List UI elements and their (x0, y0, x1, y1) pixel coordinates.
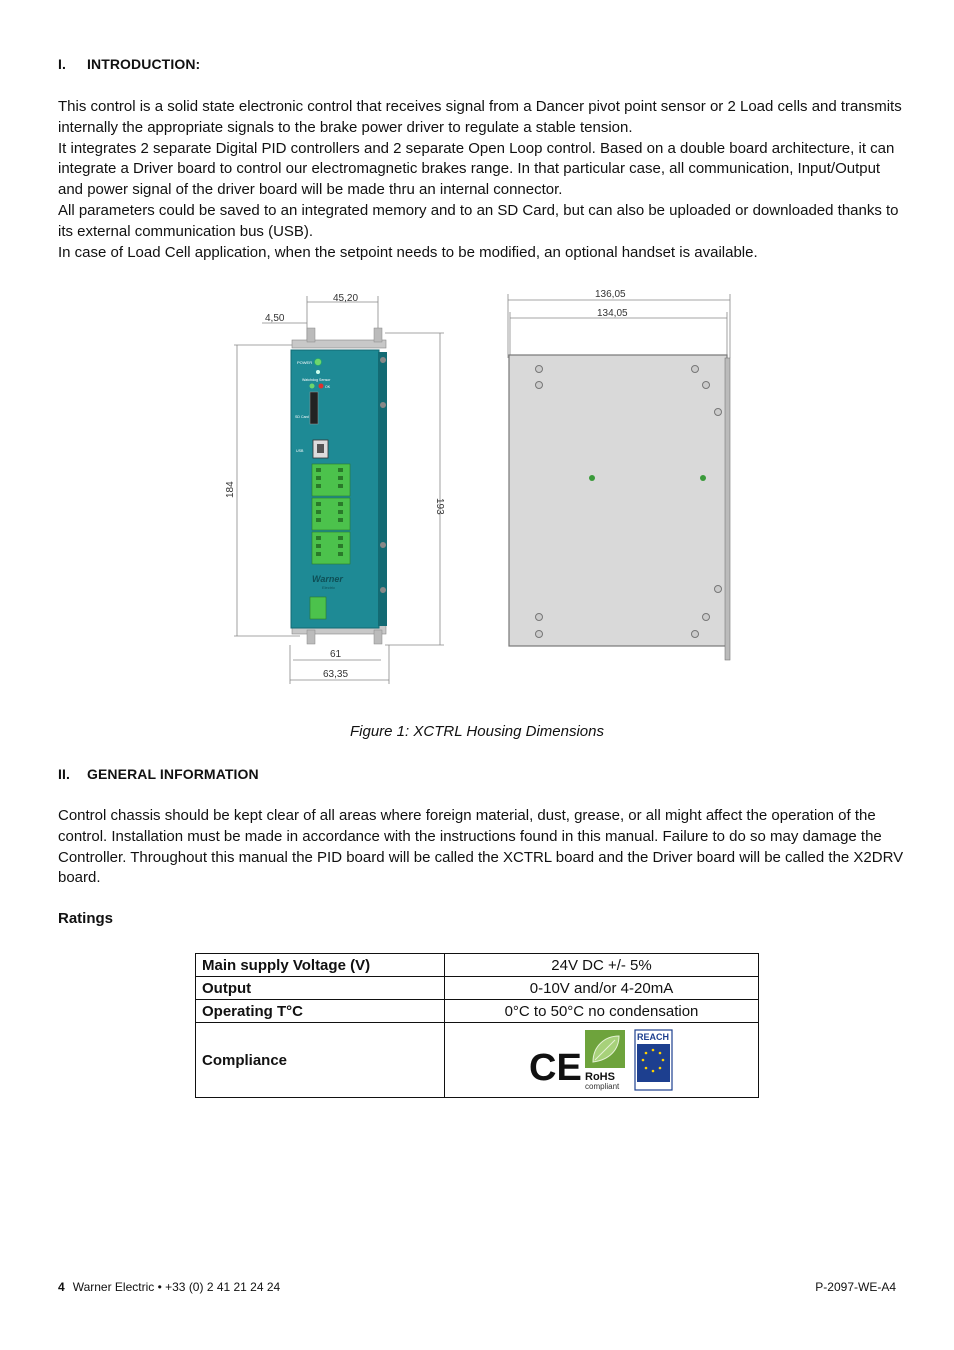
rating-label: Main supply Voltage (V) (196, 954, 445, 977)
dim-height-inner: 184 (225, 481, 236, 498)
usb-label: USB (296, 449, 304, 453)
rohs-logo (585, 1030, 625, 1068)
section-number: I. (58, 56, 66, 72)
rating-label: Output (196, 977, 445, 1000)
rating-label: Operating T°C (196, 1000, 445, 1023)
rating-value: 0°C to 50°C no condensation (445, 1000, 759, 1023)
dim-height-outer: 193 (434, 498, 445, 515)
dim-top-width: 45,20 (333, 293, 359, 304)
reach-text: REACH (636, 1032, 669, 1042)
section-heading-general (58, 766, 259, 782)
page-footer-left (58, 1280, 280, 1294)
rating-value: 0-10V and/or 4-20mA (445, 977, 759, 1000)
rohs-text: RoHS (584, 1071, 615, 1083)
section-title: GENERAL INFORMATION (87, 766, 259, 782)
section-title: INTRODUCTION: (87, 56, 201, 72)
status-led-green (310, 384, 315, 389)
dim-tab: 4,50 (265, 313, 285, 324)
dim-bottom-inner: 61 (330, 649, 342, 660)
watchdog-label: Watchdog Sensor (302, 378, 331, 382)
ratings-table (195, 953, 759, 1098)
compliance-label: Compliance (196, 1023, 445, 1098)
footer-company: Warner Electric • +33 (0) 2 41 21 24 24 (72, 1280, 281, 1294)
ratings-heading: Ratings (58, 910, 114, 927)
sd-card-slot (310, 392, 318, 424)
table-row (196, 1023, 759, 1098)
page-number: 4 (58, 1280, 65, 1294)
dim-outer-width: 136,05 (595, 289, 626, 300)
table-row (196, 977, 759, 1000)
intro-paragraph: All parameters could be saved to an integrated memory and to an SD Card, but can also be uploaded or downloaded thanks to its external communication bus (USB). (58, 201, 899, 240)
terminal-blocks (312, 464, 350, 564)
ce-mark-logo: CE (528, 1047, 582, 1089)
intro-paragraph: This control is a solid state electronic control that receives signal from a Dancer pivot point sensor or 2 Load cells and transmits internally the appropriate signals to the brake power driver to regulate a stable tension. (58, 98, 902, 136)
compliance-marks (445, 1023, 759, 1098)
usb-port-inner (317, 444, 324, 453)
power-connector (310, 597, 326, 619)
power-label: POWER (297, 360, 313, 365)
general-paragraph: Control chassis should be kept clear of all areas where foreign material, dust, grease, or all might affect the operation of the control. Installation must be made in accordance with the instructions found in this manual. Failure to do so may damage the Controller. Throughout this manual the PID board will be called the XCTRL board and the Driver board will be called the X2DRV board. (58, 807, 904, 887)
compliance-logos (527, 1028, 677, 1092)
brand-logo-text: Warner (312, 574, 343, 584)
power-led (315, 359, 322, 366)
table-row (196, 954, 759, 977)
section-number: II. (58, 766, 70, 782)
rating-value: 24V DC +/- 5% (445, 954, 759, 977)
intro-paragraph: It integrates 2 separate Digital PID controllers and 2 separate Open Loop control. Based on a double board architecture, it can integrate a Driver board to control our electromagnetic brakes range. In that particular case, all communication, Input/Output and power signal of the driver board will be made thru an internal connector. (58, 139, 895, 199)
page-footer-right: P-2097-WE-A4 (815, 1280, 896, 1294)
reach-subtext: COMPLIANCE (637, 1084, 664, 1089)
status-led-red (319, 384, 324, 389)
general-information-text (58, 806, 904, 889)
rohs-subtext: compliant (584, 1082, 619, 1091)
dim-bottom-outer: 63,35 (323, 669, 349, 680)
indicator-led (316, 370, 320, 374)
figure-caption: Figure 1: XCTRL Housing Dimensions (350, 723, 604, 740)
side-dimension-lines (508, 294, 730, 358)
dim-inner-width: 134,05 (597, 308, 628, 319)
brand-logo-subtext: Electric (322, 585, 336, 590)
intro-paragraph: In case of Load Cell application, when the setpoint needs to be modified, an optional handset is available. (58, 243, 758, 261)
side-housing (509, 355, 730, 660)
table-row (196, 1000, 759, 1023)
led-ok-label: OK (325, 385, 331, 389)
sd-card-label: SD Card (295, 415, 309, 419)
